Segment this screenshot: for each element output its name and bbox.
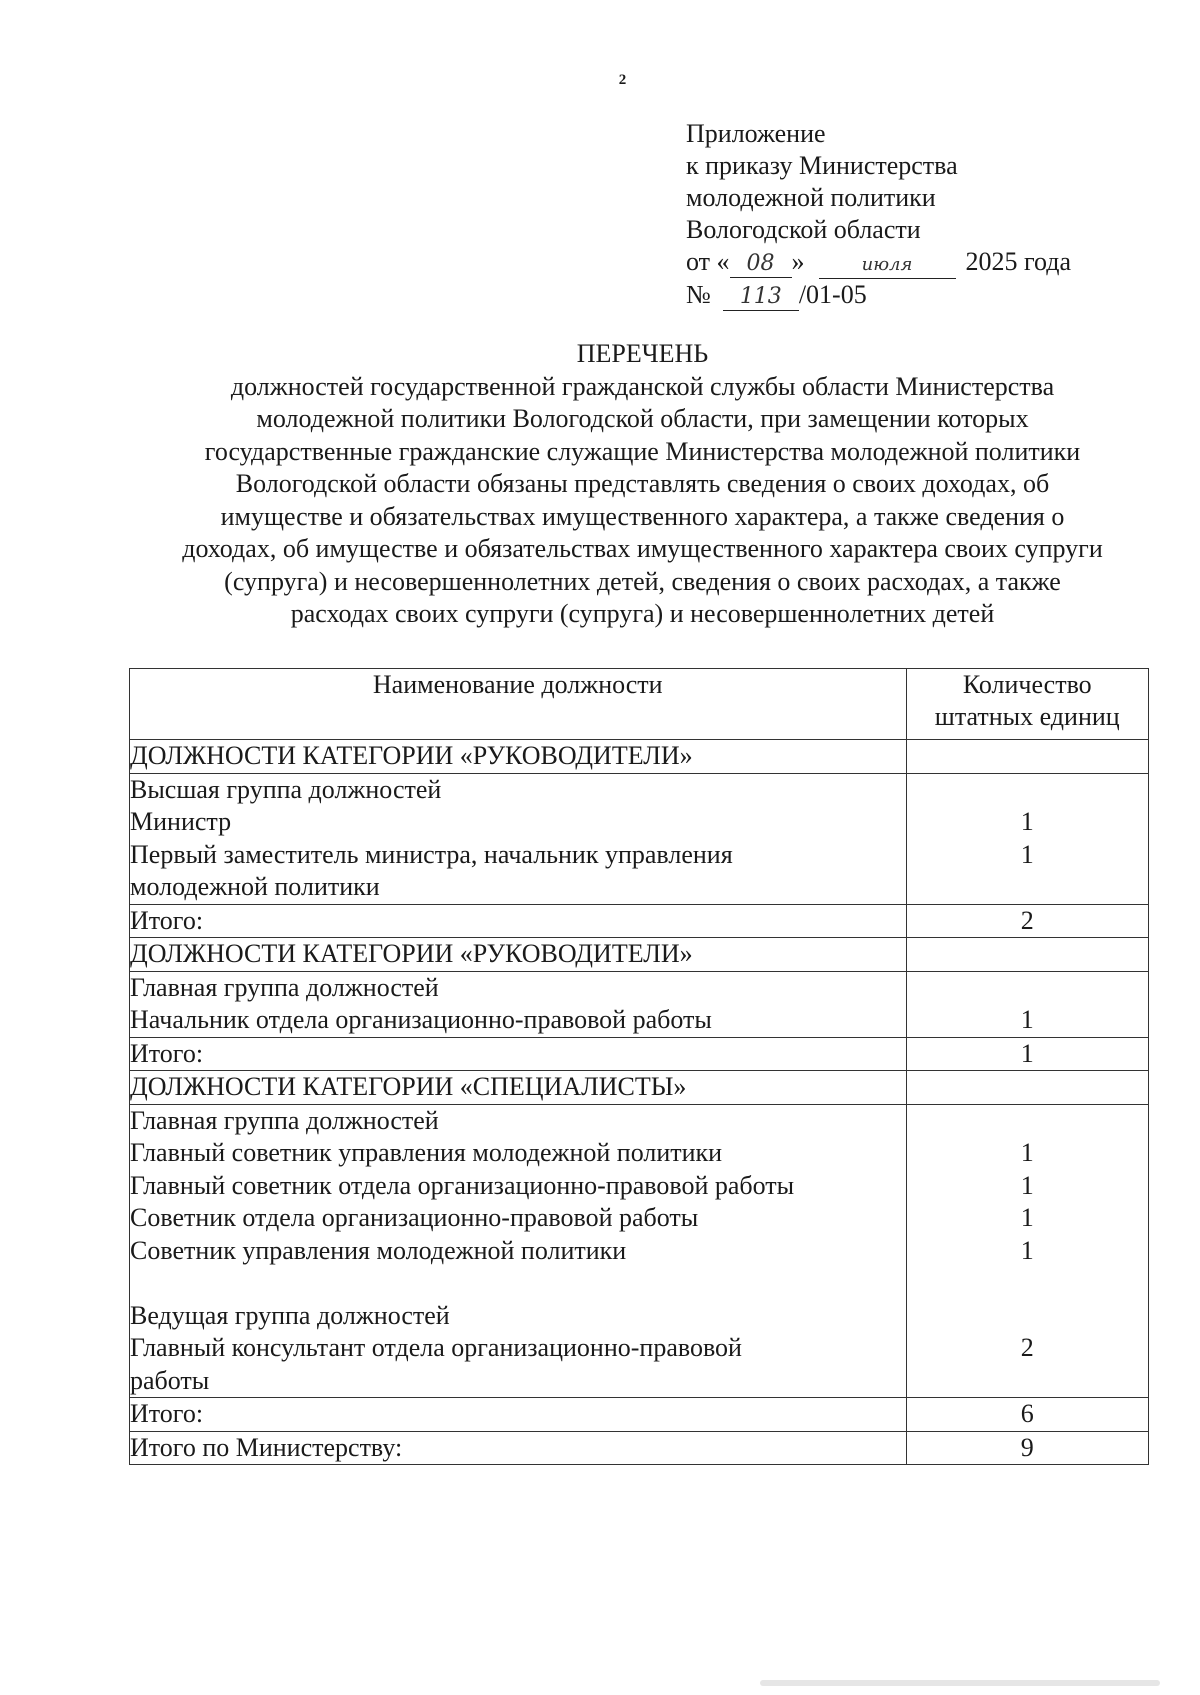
position-qty [907, 972, 1149, 1005]
position-qty-cell [906, 1104, 1149, 1398]
total-value: 2 [906, 904, 1149, 938]
position-name [130, 1267, 906, 1300]
category-row [130, 740, 1149, 774]
total-row [130, 1398, 1149, 1432]
position-qty [907, 1267, 1149, 1300]
category-heading: ДОЛЖНОСТИ КАТЕГОРИИ «РУКОВОДИТЕЛИ» [130, 938, 907, 972]
position-qty: 1 [1020, 1005, 1034, 1034]
position-name: Первый заместитель министра, начальник управления [130, 839, 733, 869]
number-suffix: /01-05 [798, 280, 867, 309]
date-month-handwritten: июля [819, 252, 956, 279]
number-handwritten: 113 [723, 284, 799, 311]
position-qty: 1 [1020, 807, 1034, 836]
position-names-cell [130, 1104, 907, 1398]
title-line-5: имуществе и обязательствах имущественного характера, а также сведения о [220, 501, 1065, 531]
position-qty: 1 [1020, 839, 1034, 869]
total-label: Итого: [130, 904, 907, 938]
position-qty: 1 [1020, 1235, 1034, 1265]
positions-row [130, 1104, 1149, 1398]
position-name: Советник управления молодежной политики [130, 1235, 627, 1265]
position-name: Главная группа должностей [130, 972, 439, 1002]
position-name: Главная группа должностей [130, 1105, 439, 1135]
position-name: работы [130, 1365, 210, 1395]
total-value: 1 [906, 1037, 1149, 1071]
document-title-block [120, 338, 1165, 631]
category-qty-empty [906, 740, 1149, 774]
position-names-cell [130, 971, 907, 1037]
table-body [130, 740, 1149, 1465]
position-qty-cell [906, 773, 1149, 904]
date-year: 2025 года [965, 247, 1072, 276]
positions-row [130, 773, 1149, 904]
header-qty-line-1: Количество [962, 670, 1092, 699]
appendix-line-1: Приложение [686, 119, 826, 148]
grand-total-label: Итого по Министерству: [130, 1431, 907, 1465]
position-name: Начальник отдела организационно-правовой работы [130, 1005, 712, 1034]
header-qty-line-2: штатных единиц [934, 702, 1120, 731]
title-line-3: государственные гражданские служащие Министерства молодежной политики [204, 436, 1081, 466]
appendix-line-4: Вологодской области [686, 215, 921, 244]
order-number [686, 279, 1071, 311]
appendix-block [686, 118, 1071, 311]
position-qty: 1 [1020, 1203, 1034, 1232]
title-line-4: Вологодской области обязаны представлять сведения о своих доходах, об [235, 469, 1050, 498]
page-number: 2 [618, 72, 627, 88]
header-staff-count [906, 669, 1149, 740]
total-label: Итого: [130, 1398, 907, 1432]
title-line-6: доходах, об имуществе и обязательствах имущественного характера своих супруги [182, 534, 1103, 563]
position-name: Главный консультант отдела организационно-правовой [130, 1333, 742, 1362]
position-name: Главный советник отдела организационно-правовой работы [130, 1170, 795, 1200]
category-qty-empty [906, 938, 1149, 972]
total-value: 6 [906, 1398, 1149, 1432]
date-prefix: от « [686, 247, 730, 276]
grand-total-value: 9 [906, 1431, 1149, 1465]
position-qty [907, 1300, 1149, 1333]
grand-total-row [130, 1431, 1149, 1465]
scan-artifact [760, 1680, 1160, 1686]
position-name: Министр [130, 807, 232, 836]
position-qty: 1 [1020, 1170, 1034, 1200]
appendix-line-3: молодежной политики [686, 183, 936, 212]
title-line-1: должностей государственной гражданской службы области Министерства [230, 371, 1055, 401]
position-name: молодежной политики [130, 872, 380, 901]
date-day-handwritten: 08 [730, 251, 792, 278]
position-name: Высшая группа должностей [130, 774, 442, 804]
positions-table [129, 668, 1149, 1465]
position-qty-cell [906, 971, 1149, 1037]
title-line-8: расходах своих супруги (супруга) и несовершеннолетних детей [290, 599, 995, 628]
category-heading: ДОЛЖНОСТИ КАТЕГОРИИ «РУКОВОДИТЕЛИ» [130, 740, 907, 774]
position-qty [907, 871, 1149, 904]
appendix-line-2: к приказу Министерства [686, 151, 958, 180]
total-row [130, 1037, 1149, 1071]
position-qty [907, 1105, 1149, 1138]
positions-row [130, 971, 1149, 1037]
position-name: Главный советник управления молодежной политики [130, 1138, 723, 1167]
position-qty: 2 [1020, 1333, 1034, 1362]
document-title: ПЕРЕЧЕНЬ [576, 339, 709, 368]
header-position-name: Наименование должности [130, 669, 907, 740]
order-date [686, 246, 1071, 279]
position-qty: 1 [1020, 1138, 1034, 1167]
category-row [130, 938, 1149, 972]
number-prefix: № [686, 280, 711, 309]
date-mid: » [791, 247, 805, 276]
title-line-2: молодежной политики Вологодской области, при замещении которых [256, 404, 1029, 433]
position-name: Советник отдела организационно-правовой работы [130, 1203, 699, 1232]
category-heading: ДОЛЖНОСТИ КАТЕГОРИИ «СПЕЦИАЛИСТЫ» [130, 1071, 907, 1105]
category-row [130, 1071, 1149, 1105]
title-line-7: (супруга) и несовершеннолетних детей, сведения о своих расходах, а также [224, 566, 1061, 596]
position-names-cell [130, 773, 907, 904]
total-row [130, 904, 1149, 938]
category-qty-empty [906, 1071, 1149, 1105]
position-qty [907, 1365, 1149, 1398]
total-label: Итого: [130, 1037, 907, 1071]
position-name: Ведущая группа должностей [130, 1300, 450, 1330]
table-header-row [130, 669, 1149, 740]
position-qty [907, 774, 1149, 807]
